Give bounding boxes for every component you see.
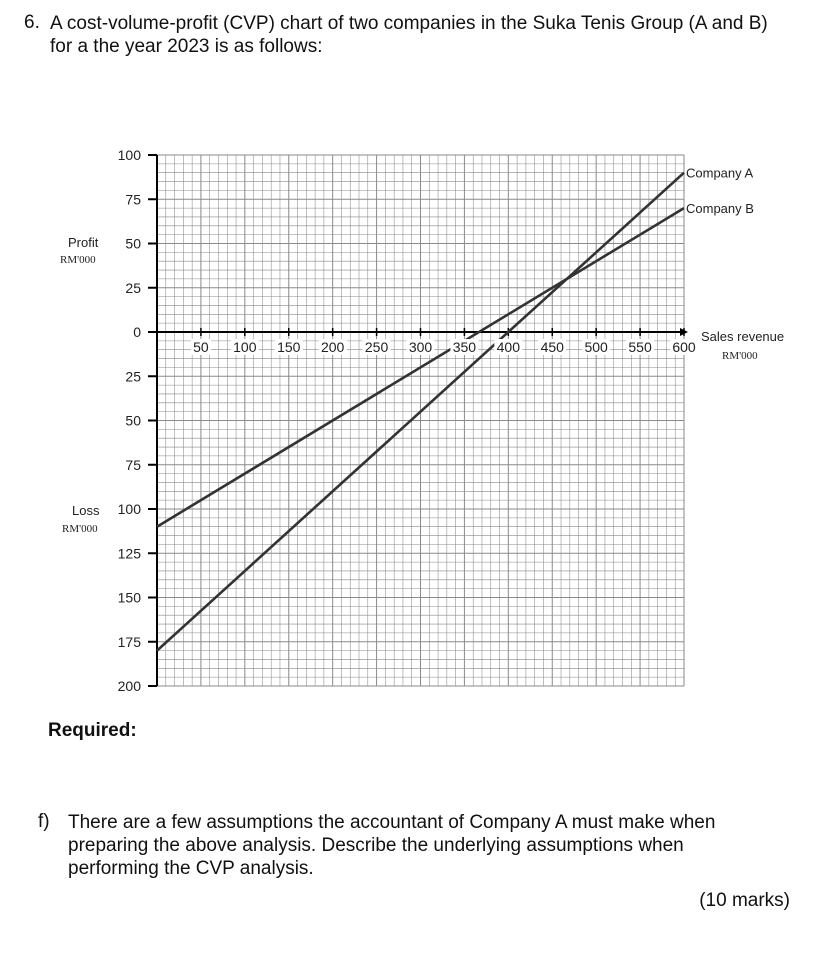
y-tick-label: 25	[125, 279, 141, 296]
y-tick-label: 175	[117, 633, 141, 650]
y-tick-label: 150	[117, 589, 141, 606]
x-tick-label: 150	[277, 339, 301, 355]
x-tick-label: 400	[496, 339, 521, 355]
chart-grid	[157, 155, 684, 686]
x-tick-label: 100	[233, 339, 257, 355]
question-number: 6.	[24, 12, 40, 33]
x-tick-label: 250	[364, 339, 389, 355]
y-tick-label: 75	[125, 191, 141, 208]
loss-label: Loss	[72, 503, 100, 518]
required-heading: Required:	[48, 720, 137, 741]
x-tick-label: 500	[584, 339, 608, 355]
y-tick-label: 75	[125, 456, 141, 473]
y-tick-label: 0	[133, 324, 141, 340]
y-tick-label: 50	[125, 235, 141, 252]
y-tick-label: 25	[125, 368, 141, 385]
y-tick-label: 50	[125, 412, 141, 429]
x-tick-label: 550	[628, 339, 652, 355]
profit-unit: RM'000	[60, 254, 96, 266]
y-tick-label: 100	[117, 147, 141, 163]
x-tick-label: 350	[452, 339, 477, 355]
sub-question-text: There are a few assumptions the accountant of Company A must make when preparing the above analysis. Describe the underlying assumptions when performing the CVP analysis.	[68, 812, 716, 879]
x-tick-label: 50	[193, 339, 209, 355]
x-axis-unit: RM'000	[722, 350, 758, 362]
series-label: Company B	[686, 201, 754, 217]
marks-label: (10 marks)	[699, 890, 790, 911]
x-axis-title: Sales revenue	[701, 329, 785, 344]
question-text: A cost-volume-profit (CVP) chart of two companies in the Suka Tenis Group (A and B) for a the year 2023 is as follows:	[50, 13, 768, 57]
series-label: Company A	[686, 165, 754, 181]
y-tick-label: 200	[117, 678, 141, 694]
sub-question-letter: f)	[38, 811, 50, 832]
loss-unit: RM'000	[62, 523, 98, 535]
x-tick-label: 200	[320, 339, 345, 355]
x-tick-label: 300	[408, 339, 433, 355]
y-tick-label: 125	[117, 545, 141, 562]
x-tick-label: 450	[540, 339, 564, 355]
x-tick-label: 600	[672, 339, 696, 355]
y-tick-label: 100	[117, 501, 141, 517]
profit-label: Profit	[68, 235, 99, 250]
